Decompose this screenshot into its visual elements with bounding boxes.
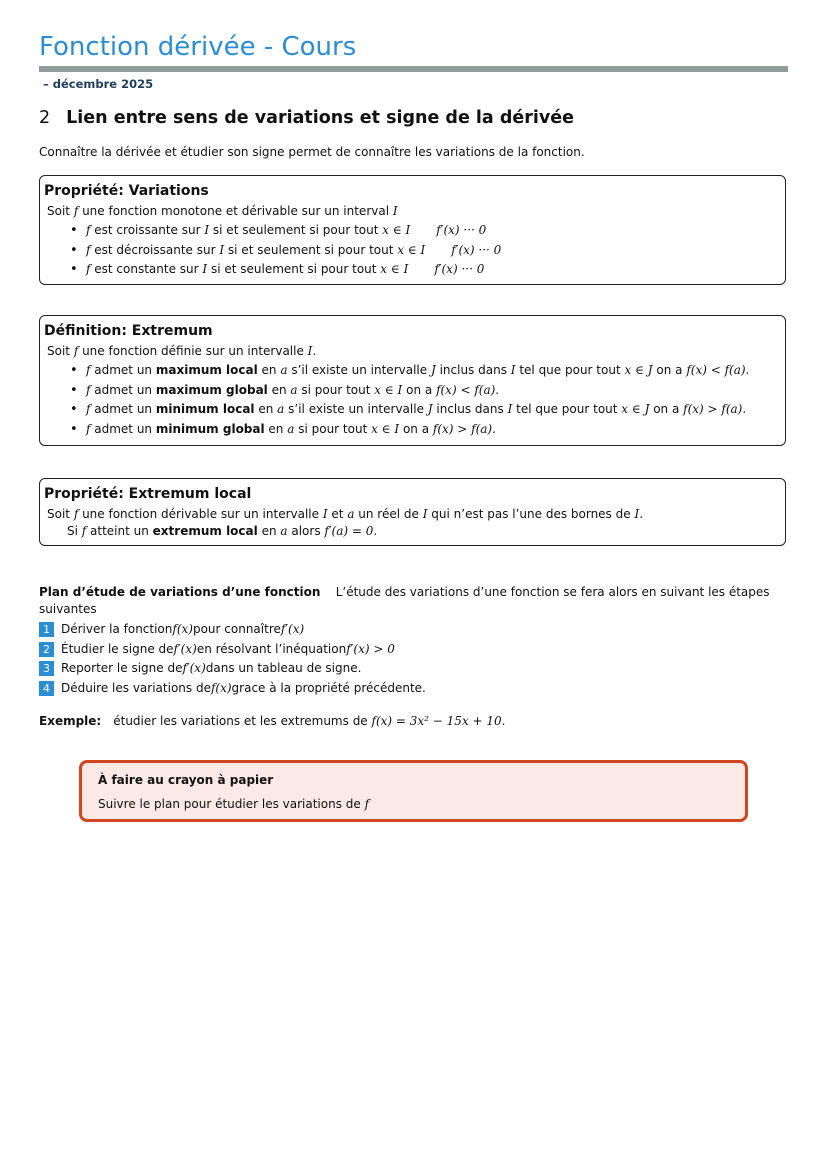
- text: grace à la propriété précédente.: [231, 680, 426, 695]
- text: admet un: [90, 402, 156, 416]
- property-extremum-local-box: [39, 478, 786, 546]
- math: x ∈ I: [380, 262, 409, 276]
- intro-paragraph: Connaître la dérivée et étudier son signe permet de connaître les variations de la fonction.: [39, 145, 585, 159]
- math: f: [86, 242, 91, 257]
- math: x ∈ I: [382, 223, 411, 237]
- box-title: Propriété: Variations: [44, 183, 209, 199]
- math: f′(a) = 0.: [324, 524, 378, 538]
- math: f: [86, 262, 91, 276]
- plan-text: L’étude des variations d’une fonction se fera alors en suivant les étapes suivantes: [39, 585, 770, 616]
- section-number: 2: [39, 108, 51, 128]
- exercise-title: À faire au crayon à papier: [98, 773, 274, 787]
- text: si et seulement si pour tout: [224, 242, 398, 257]
- step-item: [39, 640, 426, 660]
- text: s’il existe un intervalle: [287, 363, 431, 377]
- box-title: Propriété: Extremum local: [44, 486, 252, 502]
- step-number-badge: 3: [39, 661, 54, 676]
- term: maximum global: [155, 382, 268, 397]
- list-item: [70, 241, 781, 261]
- derivative-sign-blank: f′(x) ··· 0: [434, 262, 485, 276]
- math: f: [86, 402, 91, 416]
- math: a: [280, 363, 288, 377]
- math: f: [86, 223, 91, 237]
- box-statement: [44, 524, 781, 539]
- text: qui n’est pas l’une des bornes de: [427, 507, 635, 521]
- math: I.: [634, 507, 644, 521]
- math: I: [202, 262, 208, 276]
- step-number-badge: 4: [39, 681, 54, 696]
- text: Soit: [47, 204, 74, 218]
- step-number-badge: 1: [39, 622, 54, 637]
- text: Étudier le signe de: [61, 641, 174, 656]
- text: une fonction dérivable sur un intervalle: [78, 507, 323, 521]
- math: I: [507, 402, 513, 416]
- text: en: [254, 402, 278, 416]
- math: f: [73, 507, 79, 521]
- math: x ∈ J: [624, 363, 653, 377]
- text: Si: [67, 524, 82, 538]
- definition-extremum-box: [39, 315, 786, 446]
- derivative-sign-blank: f′(x) ··· 0: [451, 242, 502, 257]
- step-item: [39, 620, 426, 640]
- title-rule: [39, 66, 788, 72]
- text: Suivre le plan pour étudier les variations de: [98, 797, 365, 811]
- text: Déduire les variations de: [61, 680, 211, 695]
- exercise-text: [98, 795, 729, 813]
- text: pour connaître: [192, 622, 281, 636]
- list-item: [70, 400, 781, 420]
- math: I.: [307, 344, 317, 358]
- math: f(x): [172, 622, 193, 636]
- math: f: [86, 421, 91, 436]
- property-variations-box: [39, 175, 786, 285]
- variations-list: [44, 221, 781, 280]
- text: Reporter le signe de: [61, 661, 183, 675]
- text: admet un: [90, 421, 156, 436]
- math: I: [219, 242, 225, 257]
- text: est décroissante sur: [90, 242, 220, 257]
- plan-paragraph: [39, 584, 788, 618]
- text: Dériver la fonction: [61, 622, 173, 636]
- text: dans un tableau de signe.: [205, 661, 362, 675]
- step-item: [39, 659, 426, 679]
- math: J: [430, 363, 436, 377]
- math: x ∈ J: [621, 402, 650, 416]
- term: maximum local: [155, 363, 258, 377]
- math: f′(x): [280, 622, 305, 636]
- text: on a: [649, 402, 684, 416]
- text: si pour tout: [294, 421, 372, 436]
- list-item: [70, 361, 781, 381]
- text: tel que pour tout: [512, 402, 622, 416]
- math: I: [422, 507, 428, 521]
- box-lead: [44, 342, 781, 361]
- math: a: [287, 421, 295, 436]
- list-item: [70, 221, 781, 241]
- exercise-box: [79, 760, 748, 822]
- math: x ∈ I: [397, 242, 426, 257]
- math: J: [427, 402, 433, 416]
- math: f: [81, 524, 87, 538]
- list-item: [70, 381, 781, 401]
- text: en: [257, 524, 281, 538]
- math: f′(x): [182, 661, 206, 675]
- text: et: [327, 507, 348, 521]
- math: I: [392, 204, 398, 218]
- math: I: [204, 223, 210, 237]
- text: en: [257, 363, 281, 377]
- text: est constante sur: [90, 262, 203, 276]
- math: f: [86, 382, 91, 397]
- math: I: [322, 507, 328, 521]
- plan-steps: [39, 620, 426, 698]
- math: f(x) > f(a).: [683, 402, 747, 416]
- text: un réel de: [354, 507, 423, 521]
- text: est croissante sur: [90, 223, 205, 237]
- term: extremum local: [152, 524, 258, 538]
- list-item: [70, 260, 781, 280]
- example-line: [39, 714, 505, 728]
- math: a: [290, 382, 298, 397]
- text: une fonction définie sur un intervalle: [78, 344, 308, 358]
- math: a: [277, 402, 285, 416]
- math: I: [510, 363, 516, 377]
- math: f: [73, 204, 79, 218]
- step-number-badge: 2: [39, 642, 54, 657]
- math: a: [347, 507, 355, 521]
- math: f(x): [210, 680, 232, 695]
- box-title: Définition: Extremum: [44, 323, 213, 339]
- step-item: [39, 679, 426, 699]
- text: en: [267, 382, 291, 397]
- text: s’il existe un intervalle: [284, 402, 428, 416]
- box-lead: [44, 505, 781, 524]
- text: atteint un: [86, 524, 153, 538]
- text: on a: [652, 363, 687, 377]
- section-title: Lien entre sens de variations et signe de la dérivée: [66, 108, 574, 128]
- text: tel que pour tout: [515, 363, 625, 377]
- plan-title: Plan d’étude de variations d’une fonction: [39, 585, 321, 599]
- text: admet un: [90, 382, 156, 397]
- term: minimum global: [155, 421, 265, 436]
- text: on a: [402, 382, 437, 397]
- math: f: [364, 797, 370, 811]
- example-label: Exemple:: [39, 714, 102, 728]
- example-text: étudier les variations et les extremums de: [113, 714, 372, 728]
- text: si pour tout: [297, 382, 375, 397]
- math: f: [86, 363, 91, 377]
- math: f: [73, 344, 79, 358]
- text: Soit: [47, 507, 74, 521]
- text: on a: [399, 421, 433, 436]
- text: Soit: [47, 344, 74, 358]
- text: en résolvant l’inéquation: [196, 641, 347, 656]
- document-header: [39, 30, 788, 64]
- math: f′(x) > 0: [346, 641, 395, 656]
- text: une fonction monotone et dérivable sur un interval: [78, 204, 393, 218]
- text: si et seulement si pour tout: [207, 262, 381, 276]
- example-function: f(x) = 3x² − 15x + 10.: [371, 714, 506, 728]
- page-title: Fonction dérivée - Cours: [39, 32, 357, 62]
- section-heading: [39, 108, 574, 128]
- extremum-list: [44, 361, 781, 439]
- math: f(x) > f(a).: [432, 421, 496, 436]
- list-item: [70, 420, 781, 440]
- math: f(x) < f(a).: [436, 382, 500, 397]
- text: inclus dans: [435, 363, 511, 377]
- math: a: [280, 524, 288, 538]
- math: x ∈ I: [371, 421, 400, 436]
- box-lead: [44, 202, 781, 221]
- text: inclus dans: [432, 402, 508, 416]
- term: minimum local: [155, 402, 255, 416]
- math: f(x) < f(a).: [686, 363, 750, 377]
- text: admet un: [90, 363, 156, 377]
- math: x ∈ I: [374, 382, 403, 397]
- derivative-sign-blank: f′(x) ··· 0: [436, 223, 487, 237]
- document-date: – décembre 2025: [43, 77, 154, 91]
- text: si et seulement si pour tout: [209, 223, 383, 237]
- text: en: [264, 421, 288, 436]
- text: alors: [287, 524, 325, 538]
- math: f′(x): [173, 641, 197, 656]
